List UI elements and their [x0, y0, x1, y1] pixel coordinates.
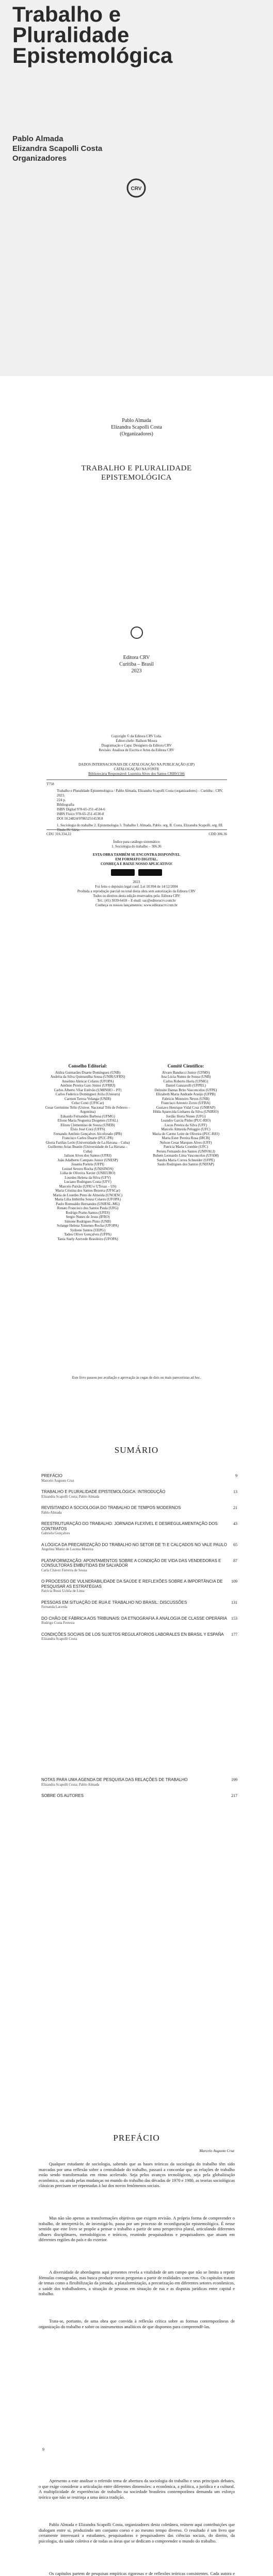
council-member: Elione Maria Nogueira Diogenes (UFAL): [57, 1118, 118, 1123]
toc-entry[interactable]: [41, 1489, 237, 1499]
toc-page-2: [0, 1749, 273, 2105]
digital-line-2: EM FORMATO DIGITAL.: [115, 857, 158, 861]
toc-entry[interactable]: [41, 1777, 237, 1787]
copyright-page: [0, 724, 273, 1043]
divider: [46, 779, 227, 780]
pub-year: 2023: [131, 668, 142, 674]
toc-entry-title: PESSOAS EM SITUAÇÃO DE RUA E TRABALHO NO BRASIL: DISCUSSÕES: [41, 1600, 187, 1605]
council-member: Marcelo Almeida Peloggio (UFC): [161, 1127, 211, 1131]
council-member: Leonel Severo Rocha (UNISINOS): [62, 1166, 114, 1171]
toc-entry-author: Carla Chávez Ferreira de Sousa: [41, 1568, 87, 1572]
publisher-logo-small: [130, 626, 143, 639]
toc-entry-page: 65: [233, 1542, 237, 1547]
index-title: Índice para catálogo sistemático: [113, 840, 160, 844]
legal-notice: [0, 880, 273, 908]
comite-list: [142, 1071, 230, 1167]
toc-entry[interactable]: [41, 1793, 237, 1799]
council-member: Anselmo Alencar Colares (UFOPA): [61, 1079, 114, 1083]
cip-entry: Trabalho e Pluralidade Epistemológica / Pablo Almada, Elizandra Scapolli Costa (organizadores) – Curitiba : CRV, 2023.: [57, 789, 223, 798]
index-note: [0, 840, 273, 849]
toc-entry-author: Fernanda Lacerda: [41, 1605, 68, 1609]
toc-entry-title: REVISITANDO A SOCIOLOGIA DO TRABALHO DE TEMPOS MODERNOS: [41, 1505, 181, 1510]
council-member: Elizabeth Maria Andrade Araújo (UFPB): [156, 1092, 216, 1096]
title-line-2: EPISTEMOLÓGICA: [101, 473, 172, 482]
council-member: Jordão Horta Nunes (UFG): [166, 1114, 206, 1118]
preface-paragraph: Apresento a este analisar o referido tema de abertura da sociologia do trabalho e seus principais debates, o que exige considerar a articulação entre diferentes dimensões: a econômica, a política, a jurídica e a cultural. A multiplicidade de experiências de trabalho na sociedade brasileira contemporânea demanda um esforço teórico que não se restrinja a uma única tradição.: [39, 2478, 235, 2500]
toc-entry-title: A LÓGICA DA PRECARIZAÇÃO DO TRABALHO NO SETOR DE TI E CALÇADOS NO VALE PAULO: [41, 1542, 227, 1547]
cip-bib: Bibliografia: [57, 803, 74, 807]
toc-entry-author: Pablo Almada: [41, 1510, 62, 1515]
council-member: Antônio Pereira Gaio Júnior (UFRRJ): [60, 1083, 116, 1088]
council-member: Patrícia Maria Crombie (UFC): [163, 1145, 208, 1149]
conselho-list: [44, 1071, 132, 1242]
toc-entry-page: 109: [231, 1579, 237, 1584]
toc-entry-page: 87: [233, 1558, 237, 1563]
council-member: Carlos Alberto Vilar Estêvão (UMINHO – PT): [54, 1088, 122, 1092]
toc-entry-author: Elizandra Scapolli Costa: [41, 1637, 77, 1641]
toc-entry-page: 21: [233, 1505, 237, 1510]
toc-entry-page: 13: [233, 1489, 237, 1494]
cdd: CDD 306.36: [208, 832, 227, 836]
toc-entry[interactable]: [41, 1579, 237, 1594]
toc-entry[interactable]: [41, 1600, 237, 1610]
cip-subjects: 1. Sociologia do trabalho 2. Epistemologia 3. Trabalho I. Almada, Pablo. org. II. Costa, Elizandra Scapolli. org. III. Título IV. Série.: [57, 823, 223, 832]
cover-page: [0, 0, 273, 376]
toc-entry-author: Rodrigo Costa Ferreira: [41, 1621, 75, 1625]
page-number: 9: [42, 2447, 44, 2452]
cover-authors: [12, 134, 102, 163]
council-member: Carmen Tereza Velanga (UNIR): [64, 1096, 111, 1101]
council-member: Daniel Ganzarolli (UFPEL): [166, 1083, 206, 1088]
toc-entry-page: 9: [235, 1473, 237, 1478]
council-member: Maria de Lourdes Pinto de Almeida (UNOESC): [53, 1193, 123, 1197]
toc-entry-title: NOTAS PARA UMA AGENDA DE PESQUISA DAS RELAÇÕES DE TRABALHO: [41, 1777, 188, 1782]
council-member: Fernando Antônio Gonçalves Alcoforado (IPB): [53, 1131, 122, 1136]
title-page-publisher: [0, 654, 273, 674]
toc-entry-title: PREFÁCIO: [41, 1473, 62, 1478]
author-2: Elizandra Scapolli Costa: [12, 144, 103, 153]
council-member: Rodrigo Pratte-Santos (UFES): [66, 1210, 110, 1215]
council-member: Francisco Carlos Duarte (PUC-PR): [62, 1136, 114, 1140]
council-member: Maria Cristina dos Santos Bezerra (UFSCar): [55, 1189, 120, 1193]
preface-heading: PREFÁCIO: [113, 2133, 160, 2143]
preface-page-2: [0, 2460, 273, 2576]
comite-title: Comitê Científico:: [167, 1063, 204, 1069]
council-member: Cesar Gerónimo Tello (Univer. Nacional Três de Febrero – Argentina): [45, 1105, 131, 1114]
conselho-editorial: [44, 1064, 132, 1241]
preface-paragraph: A diversidade de abordagens aqui presentes revela a vitalidade de um campo que não se limita a repetir fórmulas consagradas, mas busca produzir novas perguntas a partir de realidades concretas. Os capítulos tratam de temas como a flexibilização da jornada, a plataformização, a precarização em diferentes setores econômicos, a saúde dos trabalhadores, a situação de pessoas em situação de rua e as disputas jurídicas entre capital e trabalho.: [39, 2269, 235, 2296]
rights-line: Todos os direitos desta edição reservados pela: Editora CRV: [93, 894, 180, 898]
council-member: Maria do Carmo Leite de Oliveira (PUC-RIO): [152, 1131, 219, 1136]
title-role: (Organizadores): [120, 431, 153, 437]
copyright-line: Copyright © da Editora CRV Ltda.: [111, 734, 162, 738]
cip-isbn-fisico: ISBN Físico 978-65-251-4530-8: [57, 812, 104, 816]
council-member: Aldira Guimarães Duarte Domínguez (UNB): [55, 1070, 121, 1075]
preface-paragraph: Os capítulos partem de pesquisas empíricas rigorosas e de reflexões teóricas consistentes. Cada autora e: [49, 2571, 235, 2576]
preface-paragraph: Pablo Almada e Elizandra Scapolli Costa, organizadores desta coletânea, reúnem aqui contribuições que dialogam entre si, produzindo um conjunto coeso e ao mesmo tempo diverso. O resultado é um livro que certamente interessará a estudantes, pesquisadoras e pesquisadores das ciências sociais, do direito, da psicologia, da saúde coletiva e de todas as áreas que se dedicam a compreender o mundo do trabalho.: [39, 2522, 235, 2544]
cip-code: T758: [46, 782, 54, 786]
deposit-line: Foi feito o depósito legal conf. Lei 10.994 de 14/12/2004: [95, 885, 178, 889]
council-member: Tadeu Oliver Gonçalves (UFPA): [64, 1232, 111, 1236]
toc-entry[interactable]: [41, 1521, 237, 1536]
cip-isbn-digital: ISBN Digital 978-65-251-4534-6: [57, 807, 105, 811]
council-member: Celso Conti (UFSCar): [71, 1101, 104, 1105]
title-author-2: Elizandra Scapolli Costa: [111, 425, 162, 430]
council-member: Simone Rodrigues Pinto (UNB): [65, 1219, 111, 1224]
toc-entry-title: SOBRE OS AUTORES: [41, 1793, 84, 1798]
pub-city: Curitiba – Brasil: [119, 662, 154, 667]
app-store-badge[interactable]: [138, 869, 162, 876]
publisher-logo-text: CRV: [131, 186, 142, 192]
council-member: Perseu Fernando dos Santos (UNIVALI): [156, 1149, 215, 1154]
toc-entry[interactable]: [41, 1543, 237, 1552]
index-entry: 1. Sociologia do trabalho – 306.36: [111, 844, 162, 849]
conselho-title: Conselho Editorial:: [68, 1063, 107, 1069]
council-member: Renato Francisco dos Santos Paula (UFG): [57, 1206, 119, 1210]
title-page-title: [0, 464, 273, 482]
app-badges: [0, 869, 273, 877]
toc-entry-title: CONDIÇÕES SOCIAIS DE LOS SUJETOS REGULATORIOS LABORALES EN BRASIL Y ESPAÑA: [41, 1632, 224, 1637]
toc-entry-title: PLATAFORMIZAÇÃO: APONTAMENTOS SOBRE A CONDIÇÃO DE VIDA DAS VENDEDORAS E CONSULTORAS EMBUTIDAS EM SALVADOR: [41, 1558, 221, 1568]
google-play-badge[interactable]: [111, 869, 135, 876]
council-member: Sydione Santos (UEPG): [70, 1228, 106, 1232]
pub-name: Editora CRV: [123, 655, 150, 660]
toc-entry-page: 199: [231, 1777, 237, 1782]
toc-entry-page: 131: [231, 1600, 237, 1605]
toc-entry[interactable]: [41, 1616, 237, 1626]
council-member: Guillermo Arias Beatón (Universidade de La Havana – Cuba): [47, 1145, 128, 1154]
council-member: Leandro Garcia Pinho (PUC-RIO): [160, 1118, 211, 1123]
cip-title: DADOS INTERNACIONAIS DE CATALOGAÇÃO NA PUBLICAÇÃO (CIP): [78, 762, 195, 767]
toc-entry-page: 177: [231, 1632, 237, 1637]
preface-paragraph: Trata-se, portanto, de uma obra que convida à reflexão crítica sobre as formas contemporâneas de organização do trabalho e sobre os instrumentos analíticos de que dispomos para compreendê-las.: [39, 2318, 235, 2329]
toc-list-2: [41, 1777, 237, 1805]
divider: [46, 829, 227, 830]
digital-line-1: ESTA OBRA TAMBÉM SE ENCONTRA DISPONÍVEL: [92, 853, 181, 857]
council-member: Élsio José Corá (UFFS): [70, 1127, 105, 1131]
council-member: Delzuite Dantas Brito Vasconcelos (UFPE): [154, 1088, 217, 1092]
council-member: Eduardo Fernandes Barbosa (UFMG): [60, 1114, 115, 1118]
review-line: Revisão: Analista de Escrita e Artes da Editora CRV: [99, 748, 174, 752]
cip-librarian: Bibliotecária Responsável: Luzenira Alves dos Santos CRB9/1506: [88, 772, 185, 776]
council-member: Lourdes Helena da Silva (UFV): [65, 1175, 111, 1180]
toc-entry-title: REESTRUTURAÇÃO DO TRABALHO: JORNADA FLEXÍVEL E DESREGULAMENTAÇÃO DOS CONTRATOS: [41, 1521, 218, 1531]
council-member: Sandra Maria Correa Schneider (UFPE): [157, 1158, 215, 1162]
council-member: Nelson Cesar Marques Alves (UFF): [159, 1140, 212, 1145]
toc-list: [41, 1473, 237, 1648]
cip-header: [0, 762, 273, 776]
council-member: Alvaro Banducci Junior (UFMS): [162, 1070, 210, 1075]
author-1: Pablo Almada: [12, 134, 63, 143]
toc-entry-author: Marcelo Augusto Cruz: [41, 1478, 74, 1483]
council-member: Francisco Antonio Zorzo (UFBA): [161, 1101, 211, 1105]
year-line: 2023: [133, 880, 140, 884]
cip-record: [46, 782, 227, 833]
council-member: Josania Portela (UFPI): [71, 1162, 104, 1166]
title-line-1: TRABALHO E PLURALIDADE: [81, 464, 192, 472]
toc-entry-author: Patrícia Rossi Uchôa de Lima: [41, 1589, 85, 1593]
prohibition-line: Proibida a reprodução parcial ou total desta obra sem autorização da Editora CRV: [77, 889, 196, 893]
site-line: Conheça os nossos lançamentos: www.editoracrv.com.br: [95, 903, 178, 907]
cdu: CDU 316.334.22: [46, 832, 72, 836]
organizers-label: Organizadores: [12, 154, 67, 163]
toc-entry-title: DO CHÃO DE FÁBRICA AOS TRIBUNAIS: DA ETNOGRAFIA À ANALOGIA DE CLASSE OPERÁRIA: [41, 1616, 227, 1621]
council-member: Saulo Rodrigues dos Santos (UNIFAP): [157, 1162, 214, 1166]
comite-cientifico: [142, 1064, 230, 1167]
toc-entry-author: Elizandra Scapolli Costa; Pablo Almada: [41, 1782, 100, 1787]
toc-entry-page: 43: [233, 1521, 237, 1526]
council-member: Gloria Fariñas León (Universidade de La Havana – Cuba): [45, 1140, 130, 1145]
council-member: Rubem Leonardo Lima Vasconcelos (UFAM): [153, 1154, 219, 1158]
title-author-1: Pablo Almada: [122, 418, 151, 423]
toc-entry-page: 153: [231, 1616, 237, 1621]
council-member: Hilda Aparecida Linhares da Silva (UNIRIO): [153, 1110, 219, 1114]
council-member: Lídia de Oliveira Xavier (UNIEURO): [60, 1171, 116, 1175]
council-member: Gustavo Henrique Vidal Cruz (UNIFAP): [156, 1105, 216, 1110]
council-member: Carlos Roberto Horta (UFMG): [163, 1079, 208, 1083]
app-line: CONHEÇA E BAIXE NOSSO APLICATIVO!: [101, 862, 172, 866]
cip-pages: 224 p.: [57, 798, 66, 802]
design-line: Diagramação e Capa: Designers da Editora CRV: [101, 743, 172, 748]
digital-notice: [0, 853, 273, 867]
council-member: Maria Lília Imbiriba Sousa Colares (UFOPA): [55, 1197, 121, 1201]
cip-doi: DOI 10.24824/978652514530.8: [57, 817, 103, 821]
title-page-authors: [0, 417, 273, 437]
council-member: Tania Suely Azevedo Brasileiro (UFOPA): [57, 1236, 118, 1241]
council-member: Fabrício Monteiro Neves (UNB): [162, 1096, 210, 1101]
preface-page: [0, 2105, 273, 2460]
toc-page: [0, 1399, 273, 1749]
title-page: [0, 376, 273, 724]
toc-entry[interactable]: [41, 1558, 237, 1573]
council-member: Jailson Alves dos Santos (UFRJ): [64, 1154, 111, 1158]
toc-entry-author: Elizandra Scapolli Costa; Pablo Almada: [41, 1494, 100, 1499]
editor-line: Editor-chefe: Railson Moura: [116, 739, 157, 743]
toc-entry[interactable]: [41, 1473, 237, 1483]
council-member: Carlos Federico Dominguez Avila (Unieuro): [55, 1092, 120, 1096]
council-member: Marcelo Paixão (UFRJ e UTexas – US): [59, 1184, 117, 1189]
publisher-logo: [126, 178, 147, 198]
toc-heading: SUMÁRIO: [114, 1445, 159, 1455]
council-member: Solange Helena Ximenes-Rocha (UFOPA): [57, 1224, 119, 1228]
council-member: Elizeu Clementino de Souza (UNEB): [60, 1123, 115, 1127]
council-member: Lucas Pereira da Silva (UFF): [164, 1123, 207, 1127]
toc-entry-title: O PROCESSO DE VULNERABILIDADE DA SAÚDE E REFLEXÕES SOBRE A IMPORTÂNCIA DE PESQUISAR AS ESTRATÉGIAS: [41, 1579, 223, 1589]
council-member: Andréia da Silva Quintanilha Sousa (UNIR/UFRN): [50, 1075, 125, 1079]
copyright-credits: [0, 734, 273, 753]
preface-paragraph: Qualquer estudante de sociologia, sabendo que as bases teóricas da sociologia do trabalho têm sido marcadas por uma reflexão sobre a centralidade do trabalho, passará a concordar que as relações de trabalho estão sendo transformadas em ritmo acelerado. Seja pelos avanços tecnológicos, seja pela globalização econômica, ou ainda pelas mudanças no mundo do trabalho das décadas de 1970 e 1980, as teorias sociológicas clássicas precisam ser repensadas à luz dos novos fenômenos sociais.: [39, 2161, 235, 2188]
toc-entry[interactable]: [41, 1632, 237, 1642]
review-footnote: Este livro passou por avaliação e aprovação às cegas de dois ou mais pareceristas ad hoc.: [72, 1376, 201, 1380]
preface-author: Marcelo Augusto Cruz: [199, 2148, 234, 2153]
toc-entry-title: TRABALHO E PLURALIDADE EPISTEMOLÓGICA: INTRODUÇÃO: [41, 1489, 166, 1494]
toc-entry-page: 217: [231, 1793, 237, 1798]
contact-line: Tel.: (41) 3039-6418 – E-mail: sac@editoracrv.com.br: [97, 899, 176, 903]
toc-entry-author: Gabriela Gonçalves: [41, 1531, 70, 1535]
council-member: Sergio Nunes de Jesus (IFRO): [66, 1215, 110, 1219]
council-member: Ana Lúcia Nunes de Sousa (UNB): [160, 1075, 211, 1079]
classification: [46, 832, 227, 837]
council-member: Marta Ester Pereira Rosa (IRCB): [162, 1136, 210, 1140]
book-title: Trabalho e Pluralidade Epistemológica: [12, 2, 173, 67]
editorial-council-page: [0, 1043, 273, 1399]
toc-entry[interactable]: [41, 1505, 237, 1515]
council-member: Paulo Romualdo Hernandes (UNIFAL-MG): [56, 1201, 120, 1206]
council-member: Luciano Rodrigues Costa (UFV): [64, 1180, 111, 1184]
cip-sub: CATALOGAÇÃO NA FONTE: [114, 767, 159, 771]
preface-paragraph: Mas não são apenas as transformações objetivas que exigem revisão. A própria forma de compreender o trabalho, de interpretá-lo, de investigá-lo, passa por um processo de reconfiguração epistemológica. É nesse sentido que este livro se propõe a pensar o trabalho a partir de uma perspectiva plural, articulando diferentes olhares disciplinares, metodológicos e teóricos, reunindo pesquisadoras e pesquisadores que atuam em diferentes regiões do país e do exterior.: [39, 2215, 235, 2242]
toc-entry-author: Angelina Muniz de Lucena Moreira: [41, 1547, 93, 1551]
council-member: João Adalberto Campato Junior (UNESP): [57, 1158, 118, 1162]
